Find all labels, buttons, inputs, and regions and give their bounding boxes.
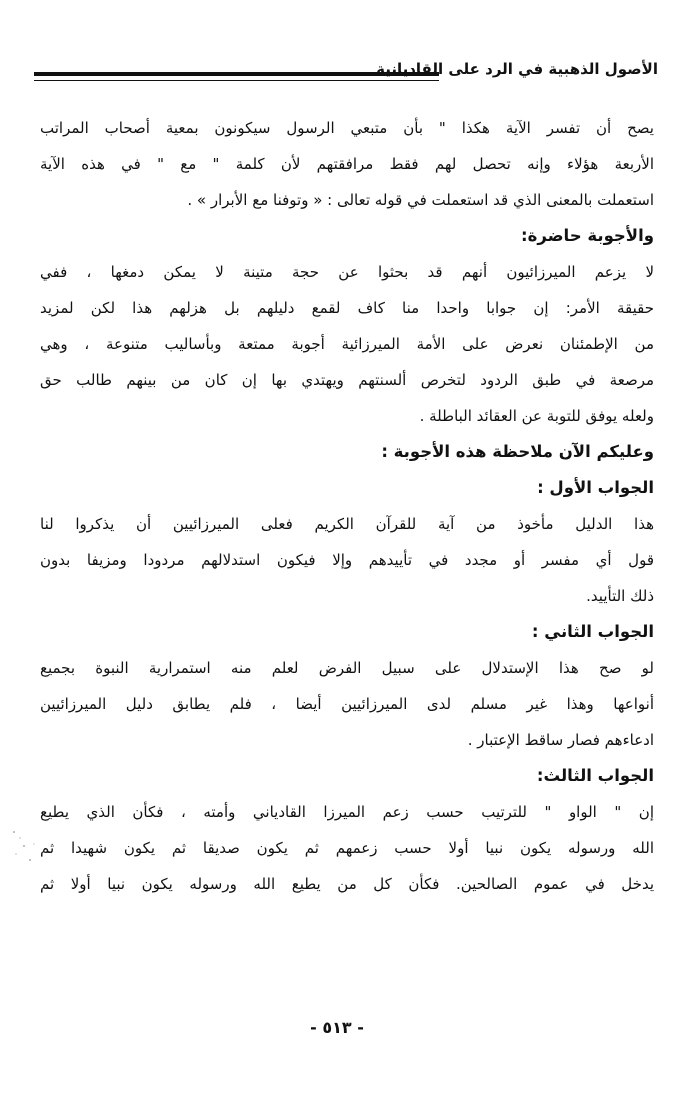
page-header <box>34 58 658 92</box>
text-line: استعملت بالمعنى الذي قد استعملت في قوله تعالى : « وتوفنا مع الأبرار » . <box>187 191 654 209</box>
section-heading: وعليكم الآن ملاحظة هذه الأجوبة : <box>381 442 654 461</box>
text-line: لو صح هذا الإستدلال على سبيل الفرض لعلم منه استمرارية النبوة بجميع <box>40 659 654 677</box>
text-line: الله ورسوله يكون نبيا أولا حسب زعمهم ثم يكون صديقا ثم يكون شهيدا ثم <box>40 839 654 857</box>
text-line: من الإطمئنان نعرض على الأمة الميرزائية أجوبة ممتعة وبأساليب متنوعة ، وهي <box>40 335 654 353</box>
section-heading: والأجوبة حاضرة: <box>520 226 654 245</box>
text-line: ذلك التأييد. <box>586 587 654 605</box>
text-line: يدخل في عموم الصالحين. فكأن كل من يطيع الله ورسوله يكون نبيا أولا ثم <box>40 875 654 893</box>
running-title: الأصول الذهبية في الرد على القاديانية <box>376 60 658 78</box>
text-line: مرصعة في طبق الردود لتخرص ألسنتهم ويهتدي بها إن كان من بينهم طالب حق <box>40 371 654 389</box>
text-line: يصح أن تفسر الآية هكذا " بأن متبعي الرسول سيكونون بمعية أصحاب المراتب <box>40 119 654 137</box>
text-line: أنواعها وهذا غير مسلم لدى الميرزائيين أيضا ، فلم يطابق دليل الميرزائيين <box>40 695 654 713</box>
text-line: الأربعة هؤلاء وإنه تحصل لهم فقط مرافقتهم لأن كلمة " مع " في هذه الآية <box>40 155 654 173</box>
section-heading: الجواب الأول : <box>537 478 654 497</box>
text-line: لا يزعم الميرزائيون أنهم قد بحثوا عن حجة متينة لا يمكن دمغها ، ففي <box>40 263 654 281</box>
text-line: قول أي مفسر أو مجدد في تأييدهم وإلا فيكون استدلالهم مردودا ومزيفا بدون <box>40 551 654 569</box>
text-line: حقيقة الأمر: إن جوابا واحدا منا كاف لقمع دليلهم بل هزلهم هذا لكن لمزيد <box>40 299 654 317</box>
text-line: إن " الواو " للترتيب حسب زعم الميرزا القادياني وأمته ، فكأن الذي يطيع <box>40 803 654 821</box>
section-heading: الجواب الثاني : <box>531 622 654 641</box>
text-line: هذا الدليل مأخوذ من آية للقرآن الكريم فعلى الميرزائيين أن يذكروا لنا <box>40 515 654 533</box>
page-body <box>40 110 654 902</box>
text-line: ادعاءهم فصار ساقط الإعتبار . <box>467 731 654 749</box>
header-rule-thin <box>34 80 439 81</box>
section-heading: الجواب الثالث: <box>536 766 654 785</box>
page-number: - ٥١٣ - <box>310 1018 364 1037</box>
text-line: ولعله يوفق للتوبة عن العقائد الباطلة . <box>419 407 654 425</box>
scan-specks <box>10 826 40 876</box>
